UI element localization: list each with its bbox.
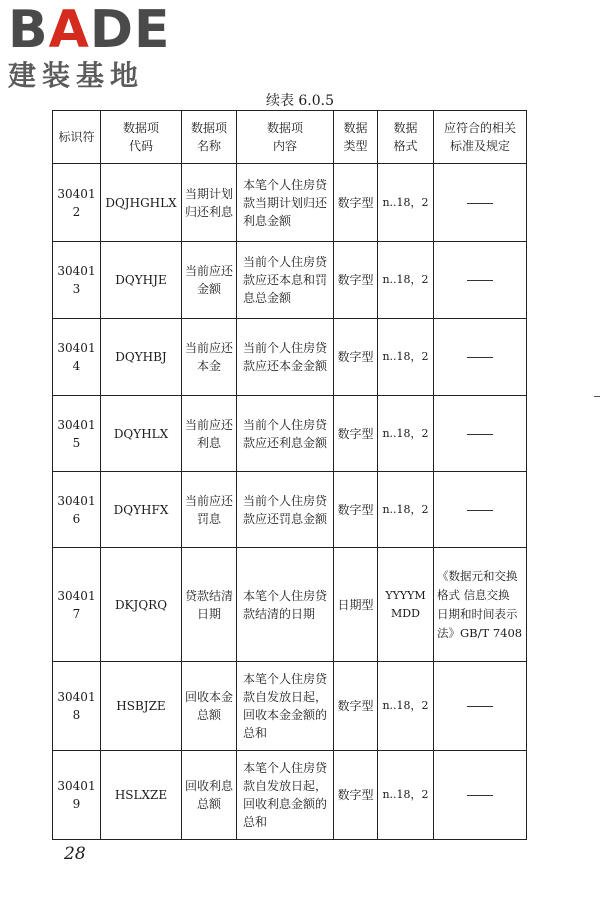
type-cell: 数字型 <box>334 242 378 319</box>
type-cell: 数字型 <box>334 662 378 751</box>
name-cell: 当前应还 利息 <box>182 396 237 472</box>
format-cell: n..18，2 <box>378 472 434 548</box>
format-cell: n..18，2 <box>378 164 434 242</box>
dash-mark <box>467 510 493 511</box>
table-row <box>53 472 527 548</box>
dash-mark <box>467 203 493 204</box>
identifier-cell: 304016 <box>53 472 101 548</box>
bade-logo <box>8 0 188 92</box>
standard-cell <box>434 242 527 319</box>
table-row <box>53 548 527 662</box>
content-cell: 当前个人住房贷款应还本金金额 <box>237 319 334 396</box>
standard-cell <box>434 472 527 548</box>
code-cell: HSBJZE <box>101 662 182 751</box>
content-cell: 本笔个人住房贷款自发放日起，回收利息金额的总和 <box>237 751 334 840</box>
dash-mark <box>467 706 493 707</box>
standard-cell <box>434 396 527 472</box>
identifier-cell: 304017 <box>53 548 101 662</box>
identifier-cell: 304019 <box>53 751 101 840</box>
standard-cell <box>434 751 527 840</box>
format-cell: n..18，2 <box>378 319 434 396</box>
type-cell: 日期型 <box>334 548 378 662</box>
format-cell: n..18，2 <box>378 751 434 840</box>
table-row <box>53 242 527 319</box>
type-cell: 数字型 <box>334 319 378 396</box>
column-header: 数据项 代码 <box>101 111 182 164</box>
table-title: 续表 6.0.5 <box>265 93 335 109</box>
code-cell: DQYHFX <box>101 472 182 548</box>
table-header-row <box>53 111 527 164</box>
data-element-table <box>52 110 527 840</box>
standard-cell: 《数据元和交换格式 信息交换 日期和时间表示法》GB/T 7408 <box>434 548 527 662</box>
table-row <box>53 319 527 396</box>
standard-cell <box>434 662 527 751</box>
dash-mark <box>467 795 493 796</box>
logo-subtitle: 建装基地 <box>8 59 145 92</box>
format-cell: n..18，2 <box>378 396 434 472</box>
type-cell: 数字型 <box>334 751 378 840</box>
code-cell: DQYHJE <box>101 242 182 319</box>
table-row <box>53 662 527 751</box>
format-cell: YYYYMMDD <box>378 548 434 662</box>
page-number: 28 <box>64 844 86 864</box>
format-cell: n..18，2 <box>378 662 434 751</box>
name-cell: 回收本金 总额 <box>182 662 237 751</box>
table-row <box>53 164 527 242</box>
code-cell: DQYHLX <box>101 396 182 472</box>
name-cell: 当前应还 金额 <box>182 242 237 319</box>
identifier-cell: 304014 <box>53 319 101 396</box>
logo-wordmark: BADE <box>8 0 171 60</box>
name-cell: 贷款结清 日期 <box>182 548 237 662</box>
identifier-cell: 304012 <box>53 164 101 242</box>
name-cell: 回收利息 总额 <box>182 751 237 840</box>
content-cell: 当前个人住房贷款应还本息和罚息总金额 <box>237 242 334 319</box>
table-row <box>53 751 527 840</box>
content-cell: 本笔个人住房贷款当期计划归还利息金额 <box>237 164 334 242</box>
type-cell: 数字型 <box>334 396 378 472</box>
table-body <box>53 164 527 840</box>
column-header: 数据项 名称 <box>182 111 237 164</box>
content-cell: 当前个人住房贷款应还罚息金额 <box>237 472 334 548</box>
column-header: 应符合的相关 标准及规定 <box>434 111 527 164</box>
code-cell: HSLXZE <box>101 751 182 840</box>
column-header: 数据项 内容 <box>237 111 334 164</box>
identifier-cell: 304018 <box>53 662 101 751</box>
standard-cell <box>434 164 527 242</box>
identifier-cell: 304013 <box>53 242 101 319</box>
dash-mark <box>467 280 493 281</box>
column-header: 数据 格式 <box>378 111 434 164</box>
table-row <box>53 396 527 472</box>
identifier-cell: 304015 <box>53 396 101 472</box>
content-cell: 本笔个人住房贷款结清的日期 <box>237 548 334 662</box>
name-cell: 当期计划 归还利息 <box>182 164 237 242</box>
type-cell: 数字型 <box>334 164 378 242</box>
name-cell: 当前应还 本金 <box>182 319 237 396</box>
standard-cell <box>434 319 527 396</box>
column-header: 数据 类型 <box>334 111 378 164</box>
format-cell: n..18，2 <box>378 242 434 319</box>
code-cell: DQJHGHLX <box>101 164 182 242</box>
dash-mark <box>467 357 493 358</box>
content-cell: 本笔个人住房贷款自发放日起，回收本金金额的总和 <box>237 662 334 751</box>
content-cell: 当前个人住房贷款应还利息金额 <box>237 396 334 472</box>
name-cell: 当前应还 罚息 <box>182 472 237 548</box>
type-cell: 数字型 <box>334 472 378 548</box>
dash-mark <box>467 434 493 435</box>
column-header: 标识符 <box>53 111 101 164</box>
code-cell: DQYHBJ <box>101 319 182 396</box>
edge-mark <box>594 396 600 397</box>
code-cell: DKJQRQ <box>101 548 182 662</box>
